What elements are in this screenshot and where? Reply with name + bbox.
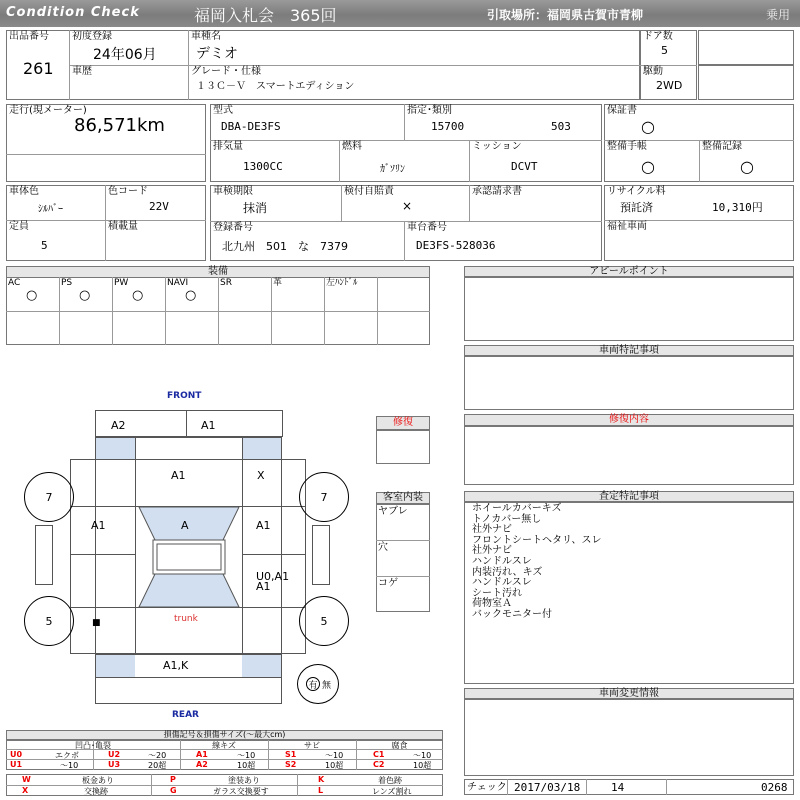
legend-code: C1	[373, 750, 385, 759]
note-line: 社外ナビ	[472, 545, 512, 557]
legend-code: K	[318, 775, 325, 784]
right-mirror	[312, 525, 330, 585]
legend-group-rust: サビ	[304, 741, 320, 750]
reg-label: 初度登録	[72, 31, 112, 42]
lot-number: 261	[23, 59, 54, 78]
mark-hood-right: X	[257, 469, 265, 482]
car-name: デミオ	[196, 46, 238, 62]
drive-label: 駆動	[643, 66, 663, 77]
auction-title: 福岡入札会 365回	[194, 6, 337, 25]
wheel-front-left	[24, 472, 74, 522]
assessment-notes	[472, 504, 602, 621]
category-label: 乗用	[766, 8, 791, 22]
legend-code: C2	[373, 760, 385, 769]
warranty-value: ○	[641, 117, 655, 136]
equip-ps-label: PS	[61, 278, 73, 288]
change-box	[464, 699, 794, 776]
equip-pw-mark: ○	[132, 288, 144, 303]
appeal-box	[464, 277, 794, 341]
recycle-amount: 10,310円	[712, 201, 763, 214]
name-label: 車種名	[191, 31, 221, 42]
note-line: 社外ナビ	[472, 524, 512, 536]
front-label: FRONT	[167, 391, 202, 401]
legend-title: 損傷記号＆損傷サイズ(～最大cm)	[6, 730, 443, 740]
chassis-value: DE3FS-528036	[416, 239, 496, 252]
equip-ac-label: AC	[8, 278, 21, 288]
change-title: 車両変更情報	[464, 688, 794, 699]
history-label: 車歴	[72, 66, 92, 77]
grade-label: グレード・仕様	[191, 66, 261, 77]
plate-value: 北九州 501 な 7379	[222, 240, 348, 253]
warranty-label: 保証書	[607, 105, 637, 116]
manual-value: ○	[641, 157, 655, 176]
note-line: ハンドルスレ	[472, 555, 532, 567]
legend-code: W	[22, 775, 31, 784]
legend-code: U2	[108, 750, 121, 759]
manual-label: 整備手帳	[607, 141, 647, 152]
legend-code: L	[318, 786, 324, 795]
mark-right-door: A1	[256, 519, 271, 532]
interior-tear: ヤブレ	[378, 506, 408, 517]
record-value: ○	[740, 157, 754, 176]
legend-desc: ～10	[237, 751, 256, 760]
wheel-rear-right	[299, 596, 349, 646]
legend-desc: エクボ	[55, 751, 79, 760]
equip-pw-label: PW	[114, 278, 129, 288]
legend-code: S1	[285, 750, 297, 759]
interior-burn: コゲ	[378, 578, 398, 589]
displacement-label: 排気量	[213, 141, 243, 152]
displacement-value: 1300CC	[243, 160, 283, 173]
recycle-label: リサイクル料	[607, 186, 666, 197]
note-line: バックモニター付	[472, 608, 552, 620]
pickup-location: 引取場所：福岡県古賀市青柳	[487, 8, 644, 22]
mark-rear-bumper: A1,K	[163, 659, 189, 672]
legend-code: A1	[196, 750, 208, 759]
mark-right-rear-2: A1	[256, 580, 271, 593]
spare-tire-indicator	[297, 664, 339, 704]
note-line: トノカバー無し	[472, 513, 542, 525]
equip-sr-label: SR	[220, 278, 232, 288]
tire-rr-value: 5	[320, 614, 328, 628]
fuel-value: ｶﾞｿﾘﾝ	[380, 164, 405, 175]
mark-roof: A	[181, 519, 189, 532]
legend-desc: レンズ割れ	[372, 787, 412, 796]
equip-ac-mark: ○	[26, 288, 38, 303]
tire-fl-value: 7	[45, 490, 53, 504]
trunk-label: trunk	[174, 614, 198, 624]
legend-desc: 交換跡	[84, 787, 108, 796]
capacity-value: 5	[41, 239, 48, 252]
mark-right-rear: U0,A1	[256, 570, 290, 583]
note-line: ハンドルスレ	[472, 577, 532, 589]
mark-hood: A1	[171, 469, 186, 482]
record-label: 整備記録	[702, 141, 742, 152]
tire-fr-value: 7	[320, 490, 328, 504]
chassis-label: 車台番号	[407, 222, 447, 233]
equip-navi-mark: ○	[185, 288, 197, 303]
legend-code: P	[170, 775, 176, 784]
legend-desc: 10超	[325, 761, 344, 770]
spec-value-2: 503	[551, 120, 571, 133]
first-registration: 24年06月	[93, 47, 157, 63]
legend-desc: 板金あり	[82, 776, 114, 785]
legend-code: U1	[10, 760, 23, 769]
interior-title: 客室内装	[376, 492, 430, 504]
legend-desc: 20超	[148, 761, 167, 770]
lot-label: 出品番号	[9, 31, 49, 42]
legend-desc: ガラス交換要す	[213, 787, 269, 796]
inspection-value: 抹消	[243, 201, 268, 215]
note-line: ホイールカバーキズ	[472, 503, 562, 514]
fuel-cap-icon: ■	[92, 618, 101, 628]
spare-yes: 有	[306, 677, 320, 691]
colorcode-label: 色コード	[108, 186, 148, 197]
spare-no: 無	[322, 680, 332, 691]
grade-value: １３Ｃ－Ｖ スマートエディション	[196, 81, 355, 92]
doors-value: 5	[661, 44, 668, 57]
color-label: 車体色	[9, 186, 39, 197]
legend-code: S2	[285, 760, 297, 769]
spec-label: 指定･類別	[407, 105, 452, 116]
legend-group-corrosion: 腐食	[391, 741, 408, 750]
doors-label: ドア数	[643, 31, 673, 42]
mark-left-door: A1	[91, 519, 106, 532]
load-label: 積載量	[108, 221, 138, 232]
special-title: 車両特記事項	[464, 345, 794, 356]
equip-leather-label: 革	[273, 278, 283, 288]
insurance-value: ×	[402, 199, 413, 213]
legend-code: U0	[10, 750, 23, 759]
equipment-title: 装備	[6, 266, 430, 278]
rear-label: REAR	[172, 710, 199, 720]
repair-box	[376, 430, 430, 464]
fuel-label: 燃料	[342, 141, 362, 152]
appeal-title: アピールポイント	[464, 266, 794, 277]
model-label: 型式	[213, 105, 233, 116]
check-date: 2017/03/18	[514, 781, 581, 794]
legend-desc: 塗装あり	[228, 776, 260, 785]
left-mirror	[35, 525, 53, 585]
wheel-front-right	[299, 472, 349, 522]
color-value: ｼﾙﾊﾞｰ	[38, 204, 63, 215]
legend-desc: 10超	[413, 761, 432, 770]
capacity-label: 定員	[9, 221, 29, 232]
equip-ps-mark: ○	[79, 288, 91, 303]
plate-label: 登録番号	[213, 222, 253, 233]
legend-code: X	[22, 786, 29, 795]
mark-bumper-right: A1	[201, 419, 216, 432]
form-title: Condition Check	[6, 5, 140, 20]
legend-desc: ～10	[60, 761, 79, 770]
equip-lhd-label: 左ﾊﾝﾄﾞﾙ	[326, 278, 358, 288]
mileage-label: 走行(現メーター)	[9, 105, 87, 116]
welfare-label: 福祉車両	[607, 221, 647, 232]
model-value: DBA-DE3FS	[221, 120, 281, 133]
spec-value-1: 15700	[431, 120, 465, 133]
wheel-rear-left	[24, 596, 74, 646]
legend-desc: 着色跡	[378, 776, 402, 785]
note-line: 内装汚れ、キズ	[472, 566, 543, 578]
legend-code: A2	[196, 760, 208, 769]
note-line: 荷物室Ａ	[472, 598, 512, 610]
interior-hole: 穴	[378, 542, 388, 553]
note-line: シート汚れ	[472, 587, 522, 599]
legend-group-scratch: 線キズ	[212, 741, 236, 750]
insurance-label: 検付自賠責	[344, 186, 394, 197]
mileage-value: 86,571km	[74, 115, 165, 136]
header-bar	[0, 0, 800, 27]
mission-value: DCVT	[511, 160, 538, 173]
repair-title: 修復	[376, 416, 430, 430]
drive-value: 2WD	[656, 79, 683, 92]
interior-box	[376, 504, 430, 612]
rear-bumper-panel	[95, 654, 282, 704]
check-label: チェック	[467, 782, 507, 793]
repair-content-box	[464, 426, 794, 485]
mark-bumper-left: A2	[111, 419, 126, 432]
claim-label: 承認請求書	[472, 186, 522, 197]
recycle-status: 預託済	[620, 201, 653, 214]
legend-code: G	[170, 786, 177, 795]
tire-rl-value: 5	[45, 614, 53, 628]
repair-content-title: 修復内容	[464, 414, 794, 426]
legend-group-dent: 凹凸･亀裂	[75, 741, 111, 750]
note-line: フロントシートヘタリ、スレ	[472, 534, 602, 546]
legend-desc: 10超	[237, 761, 256, 770]
equip-navi-label: NAVI	[167, 278, 189, 288]
legend-desc: ～20	[148, 751, 167, 760]
mission-label: ミッション	[472, 141, 522, 152]
colorcode-value: 22V	[149, 200, 169, 213]
legend-code: U3	[108, 760, 121, 769]
legend-desc: ～10	[325, 751, 344, 760]
check-number: 14	[611, 781, 625, 794]
inspection-label: 車検期限	[213, 186, 253, 197]
assessment-title: 査定特記事項	[464, 491, 794, 502]
check-code: 0268	[761, 781, 788, 794]
glass-shapes	[135, 506, 243, 608]
special-box	[464, 356, 794, 410]
legend-desc: ～10	[413, 751, 432, 760]
